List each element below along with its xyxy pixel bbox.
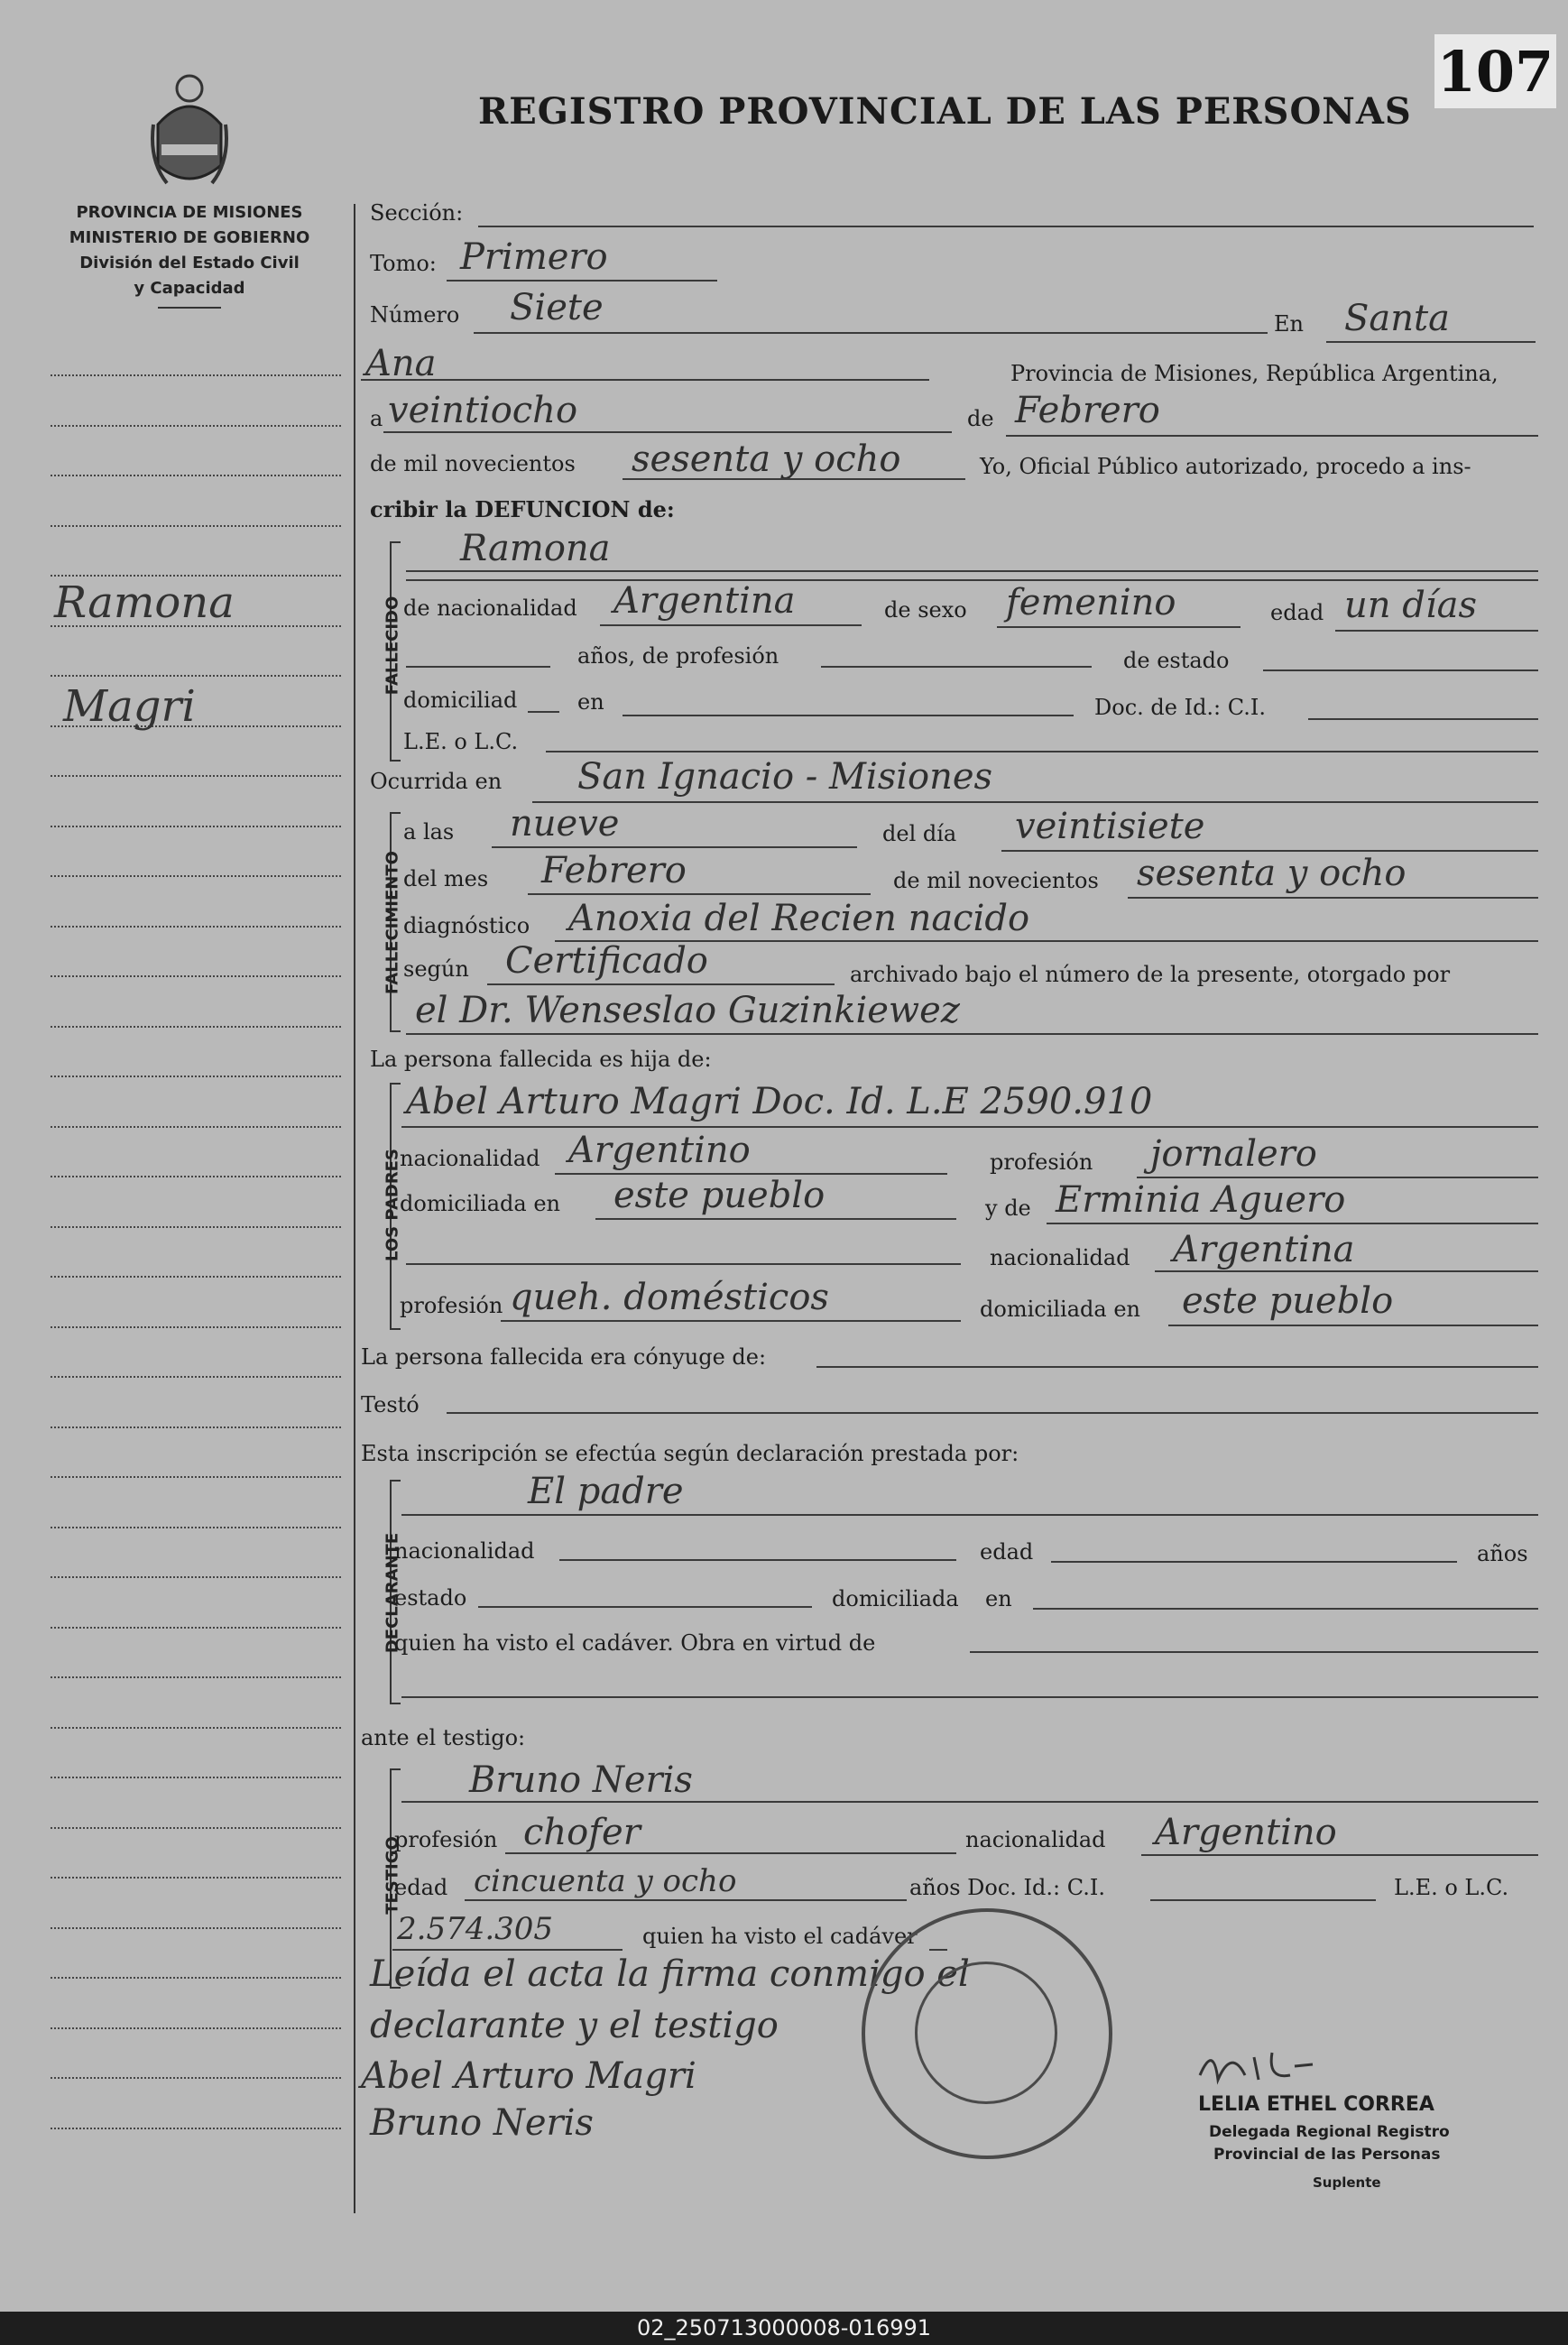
margin-dotted-line (51, 1126, 341, 1128)
testo-label: Testó (361, 1392, 420, 1417)
hora-line (492, 846, 857, 848)
office-underline (158, 307, 221, 309)
margin-name-last: Magri (63, 681, 196, 732)
ocurrida-label: Ocurrida en (370, 769, 503, 794)
numero-line (474, 332, 1268, 334)
madre-nac-line (1155, 1270, 1538, 1272)
sexo-value: femenino (1006, 582, 1176, 623)
le-label: L.E. o L.C. (403, 729, 519, 754)
fallecido-nombre-line (406, 570, 1538, 572)
official-seal (862, 1908, 1112, 2159)
a-label: a (370, 406, 383, 431)
doc-label: Doc. de Id.: C.I. (1094, 695, 1267, 720)
margin-dotted-line (51, 425, 341, 427)
testo-line (447, 1412, 1538, 1414)
declarante-nac-label: nacionalidad (394, 1538, 535, 1564)
testigo-nac-label: nacionalidad (965, 1827, 1106, 1852)
doc-line (1308, 718, 1538, 720)
margin-dotted-line (51, 525, 341, 527)
margin-dotted-line (51, 1977, 341, 1979)
margin-dotted-line (51, 875, 341, 877)
firma-testigo: Bruno Neris (370, 2102, 594, 2144)
medico-value: el Dr. Wenseslao Guzinkiewez (415, 990, 960, 1031)
estado-label: de estado (1123, 648, 1230, 673)
testigo-edad-value: cincuenta y ocho (474, 1863, 737, 1899)
padres-label: LOS PADRES (383, 1149, 402, 1261)
diagnostico-label: diagnóstico (403, 913, 530, 938)
segun-line (487, 983, 835, 985)
margin-dotted-line (51, 1476, 341, 1478)
domicilio-en-label: en (577, 689, 604, 715)
edad-label: edad (1270, 600, 1324, 625)
margin-dotted-line (51, 1076, 341, 1077)
margin-dotted-line (51, 826, 341, 827)
hora-value: nueve (510, 803, 620, 845)
testigo-edad-line (465, 1899, 907, 1901)
margin-dotted-line (51, 1676, 341, 1678)
testigo-nombre-line (401, 1801, 1538, 1803)
profesion-line (821, 666, 1092, 668)
madre-value: Erminia Aguero (1056, 1179, 1346, 1221)
domiciliad-label: domiciliad (403, 688, 518, 713)
issuing-office (36, 200, 343, 309)
testigo-nombre: Bruno Neris (469, 1759, 693, 1801)
margin-dotted-line (51, 675, 341, 677)
margin-dotted-line (51, 926, 341, 928)
mes-value: Febrero (1015, 390, 1160, 431)
dia-line (383, 431, 952, 433)
testigo-doc-label: años Doc. Id.: C.I. (909, 1875, 1105, 1900)
testigo-prof-line (505, 1852, 956, 1854)
nacionalidad-value: Argentina (613, 580, 796, 622)
testigo-doc-value-line (392, 1949, 623, 1951)
sexo-label: de sexo (884, 597, 967, 623)
testigo-prof-value: chofer (523, 1812, 641, 1853)
madre-prof-label: profesión (400, 1293, 503, 1318)
margin-dotted-line (51, 1026, 341, 1028)
margin-divider (354, 204, 355, 2213)
mil-label: de mil novecientos (370, 451, 576, 476)
anio-line (623, 478, 965, 480)
margin-dotted-line (51, 775, 341, 777)
office-line: MINISTERIO DE GOBIERNO (69, 228, 310, 247)
declarante-nombre: El padre (528, 1471, 684, 1512)
margin-dotted-line (51, 1527, 341, 1528)
tomo-value: Primero (460, 236, 608, 278)
margin-dotted-line (51, 1376, 341, 1378)
a-las-label: a las (403, 819, 455, 845)
margin-dotted-line (51, 2128, 341, 2129)
margin-dotted-line (51, 2027, 341, 2029)
provincia-text: Provincia de Misiones, República Argentina, (1010, 361, 1499, 386)
margin-dotted-line (51, 1226, 341, 1228)
madre-dom-label: domiciliada en (980, 1297, 1140, 1322)
edad-line (1335, 630, 1538, 632)
margin-dotted-line (51, 1276, 341, 1278)
ocurrida-line (532, 801, 1538, 803)
anio-value: sesenta y ocho (632, 439, 901, 480)
declarante-label: DECLARANTE (383, 1532, 402, 1654)
declaracion-text: Esta inscripción se efectúa según declaración prestada por: (361, 1441, 1019, 1466)
madre-prof-line (501, 1320, 961, 1322)
declarante-visto-label: quien ha visto el cadáver. Obra en virtud de (394, 1630, 876, 1656)
declarante-blank-line (401, 1696, 1538, 1698)
numero-label: Número (370, 302, 460, 328)
dia-fallecimiento-value: veintisiete (1015, 806, 1205, 847)
margin-dotted-line (51, 1426, 341, 1428)
margin-dotted-line (51, 975, 341, 977)
margin-dotted-line (51, 1326, 341, 1328)
conyuge-line (816, 1366, 1538, 1368)
office-line: y Capacidad (134, 279, 245, 298)
nacionalidad-label: de nacionalidad (403, 595, 577, 621)
margin-dotted-line (51, 1727, 341, 1729)
testigo-prof-label: profesión (394, 1827, 498, 1852)
en-label: En (1274, 311, 1304, 337)
official-signature-icon (1191, 2039, 1317, 2093)
fallecido-nombre-line-2 (406, 579, 1538, 581)
margin-dotted-line (51, 1827, 341, 1829)
declarante-estado-label: estado (394, 1585, 467, 1611)
page-number: 107 (1434, 34, 1556, 108)
segun-label: según (403, 956, 469, 982)
padre-value: Abel Arturo Magri Doc. Id. L.E 2590.910 (406, 1081, 1153, 1122)
en-line (1326, 341, 1536, 343)
margin-name-first: Ramona (54, 577, 235, 628)
oficial-text: Yo, Oficial Público autorizado, procedo a ins- (980, 454, 1471, 479)
firmante-nombre: LELIA ETHEL CORREA (1198, 2093, 1434, 2116)
testigo-edad-label: edad (394, 1875, 448, 1900)
margin-dotted-line (51, 374, 341, 376)
madre-nac-value: Argentina (1173, 1229, 1355, 1270)
madre-blank-line (406, 1263, 961, 1265)
conyuge-label: La persona fallecida era cónyuge de: (361, 1344, 767, 1370)
declarante-nac-line (559, 1559, 956, 1561)
numero-value: Siete (510, 287, 604, 328)
del-dia-label: del día (882, 821, 957, 846)
edad-value: un días (1344, 585, 1478, 626)
declarante-nombre-line (401, 1514, 1538, 1516)
lugar-line (361, 379, 929, 381)
coat-of-arms-icon (149, 61, 230, 197)
margin-dotted-line (51, 475, 341, 476)
office-line: División del Estado Civil (79, 254, 300, 272)
file-id-footer: 02_250713000008-016991 (636, 2315, 932, 2340)
madre-nac-label: nacionalidad (990, 1245, 1130, 1270)
testigo-visto-label: quien ha visto el cadáver (642, 1924, 918, 1949)
nacionalidad-line (600, 624, 862, 626)
anio-fallecimiento-line (1128, 897, 1538, 899)
firmante-cargo-2: Provincial de las Personas (1213, 2146, 1441, 2164)
fallecimiento-label: FALLECIMIENTO (383, 851, 402, 994)
padre-dom-value: este pueblo (613, 1175, 826, 1216)
padre-dom-label: domiciliada en (400, 1191, 560, 1216)
fallecido-label: FALLECIDO (383, 595, 402, 696)
firmante-cargo-3: Suplente (1313, 2174, 1381, 2191)
seccion-line (478, 226, 1534, 227)
dia-fallecimiento-line (1001, 850, 1538, 852)
declarante-visto-line (970, 1651, 1538, 1653)
diagnostico-value: Anoxia del Recien nacido (568, 898, 1030, 939)
declarante-en-label: en (985, 1586, 1012, 1611)
domiciliad-line (528, 711, 559, 713)
anios-label: años, de profesión (577, 643, 779, 669)
declarante-edad-label: edad (980, 1539, 1034, 1565)
margin-dotted-line (51, 575, 341, 577)
padre-line (401, 1126, 1538, 1128)
margin-dotted-line (51, 1627, 341, 1629)
seccion-label: Sección: (370, 200, 464, 226)
padre-nac-value: Argentino (568, 1130, 751, 1171)
cierre-declarante: declarante y el testigo (370, 2005, 779, 2046)
margin-dotted-line (51, 1176, 341, 1177)
anio-fallecimiento-value: sesenta y ocho (1137, 853, 1407, 894)
tomo-line (447, 280, 717, 282)
testigo-nac-line (1141, 1854, 1538, 1856)
testigo-nac-value: Argentino (1155, 1812, 1337, 1853)
padre-prof-line (1137, 1177, 1538, 1178)
margin-dotted-line (51, 1576, 341, 1578)
inscribir-text: cribir la DEFUNCION de: (370, 496, 675, 522)
margin-dotted-line (51, 1777, 341, 1778)
ante-testigo-label: ante el testigo: (361, 1725, 526, 1750)
margin-dotted-line (51, 1927, 341, 1929)
tomo-label: Tomo: (370, 251, 437, 276)
dia-value: veintiocho (388, 390, 578, 431)
margin-dotted-line (51, 1877, 341, 1879)
segun-value: Certificado (505, 940, 708, 982)
padre-prof-value: jornalero (1150, 1133, 1317, 1175)
padre-nac-label: nacionalidad (400, 1146, 540, 1171)
testigo-le-label: L.E. o L.C. (1394, 1875, 1509, 1900)
estado-line (1263, 669, 1538, 671)
sexo-line (997, 626, 1241, 628)
lugar-value: Ana (365, 343, 437, 384)
testigo-label: TESTIGO (383, 1836, 402, 1915)
testigo-doc-line (1150, 1899, 1376, 1901)
margin-dotted-line (51, 2077, 341, 2079)
office-line: PROVINCIA DE MISIONES (76, 203, 303, 222)
padre-prof-label: profesión (990, 1149, 1093, 1175)
declarante-anios-label: años (1477, 1541, 1528, 1566)
fallecido-nombre: Ramona (460, 528, 611, 569)
le-line (546, 751, 1538, 752)
y-de-label: y de (985, 1196, 1031, 1221)
document-title: REGISTRO PROVINCIAL DE LAS PERSONAS (478, 90, 1412, 133)
madre-prof-value: queh. domésticos (510, 1277, 829, 1318)
madre-dom-line (1168, 1325, 1538, 1326)
declarante-edad-line (1051, 1561, 1457, 1563)
en-value: Santa (1344, 298, 1450, 339)
cierre-leida: Leída el acta la firma conmigo el (370, 1953, 970, 1995)
firma-padre: Abel Arturo Magri (361, 2055, 696, 2097)
mes-fallecimiento-value: Febrero (541, 850, 687, 891)
mes-line (1006, 435, 1538, 437)
del-mes-label: del mes (403, 866, 489, 891)
declarante-estado-line (478, 1606, 812, 1608)
padre-dom-line (595, 1218, 956, 1220)
medico-line (406, 1033, 1538, 1035)
mil-fallecimiento-label: de mil novecientos (893, 868, 1099, 893)
madre-dom-value: este pueblo (1182, 1280, 1394, 1322)
ocurrida-value: San Ignacio - Misiones (577, 756, 993, 798)
firmante-cargo-1: Delegada Regional Registro (1209, 2123, 1450, 2141)
mes-fallecimiento-line (528, 893, 871, 895)
declarante-dom-label: domiciliada (832, 1586, 959, 1611)
madre-line (1047, 1223, 1538, 1224)
domicilio-line (623, 715, 1074, 716)
testigo-doc-value: 2.574.305 (397, 1911, 554, 1947)
anios-line (406, 666, 550, 668)
de-label: de (967, 406, 994, 431)
hija-text: La persona fallecida es hija de: (370, 1047, 712, 1072)
archivado-text: archivado bajo el número de la presente, otorgado por (850, 962, 1451, 987)
official-seal-inner (915, 1962, 1057, 2104)
declarante-dom-line (1033, 1608, 1538, 1610)
